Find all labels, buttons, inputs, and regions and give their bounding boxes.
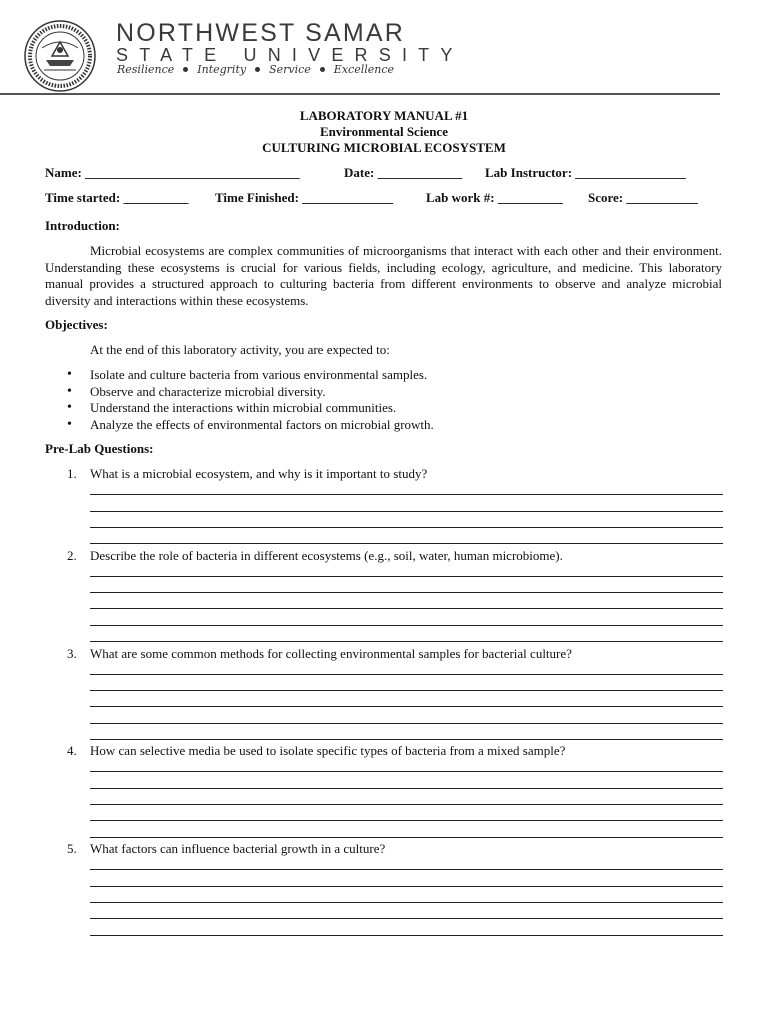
title-line-1: LABORATORY MANUAL #1 xyxy=(299,108,469,123)
question-4 xyxy=(67,743,565,759)
question-number: 3. xyxy=(67,646,77,661)
answer-line[interactable] xyxy=(90,576,723,577)
answer-line[interactable] xyxy=(90,739,723,740)
objectives-list xyxy=(45,367,434,433)
list-item: • Analyze the effects of environmental factors on microbial growth. xyxy=(45,417,434,434)
list-item: • Understand the interactions within microbial communities. xyxy=(45,400,434,417)
answer-line[interactable] xyxy=(90,706,723,707)
motto-word: Service xyxy=(269,63,311,76)
answer-line[interactable] xyxy=(90,935,723,936)
motto-word: Integrity xyxy=(197,63,247,76)
answer-line[interactable] xyxy=(90,674,723,675)
introduction-paragraph: Microbial ecosystems are complex communities of microorganisms that interact with each other and their environment. Understanding these ecosystems is crucial for various fields, including ecology, agriculture, and medicine. This laboratory manual provides a structured approach to culturing bacteria from different environments to observe and analyze microbial diversity and interactions within these ecosystems. xyxy=(45,243,722,308)
answer-line[interactable] xyxy=(90,837,723,838)
answer-line[interactable] xyxy=(90,543,723,544)
name-field[interactable]: Name: _________________________________ xyxy=(45,165,300,180)
prelab-heading: Pre-Lab Questions: xyxy=(45,441,154,456)
question-number: 1. xyxy=(67,466,77,481)
question-number: 5. xyxy=(67,841,77,856)
lab-work-field[interactable]: Lab work #: __________ xyxy=(426,190,563,205)
list-item: • Isolate and culture bacteria from various environmental samples. xyxy=(45,367,434,384)
answer-line[interactable] xyxy=(90,902,723,903)
question-3 xyxy=(67,646,572,662)
answer-line[interactable] xyxy=(90,608,723,609)
question-text: What are some common methods for collecting environmental samples for bacterial culture? xyxy=(90,646,572,661)
answer-line[interactable] xyxy=(90,771,723,772)
university-seal-logo xyxy=(24,20,96,92)
bullet-dot-icon xyxy=(255,67,260,72)
answer-line[interactable] xyxy=(90,788,723,789)
university-subtitle: STATE UNIVERSITY xyxy=(116,45,464,65)
lab-instructor-field[interactable]: Lab Instructor: _________________ xyxy=(485,165,686,180)
bullet-dot-icon xyxy=(320,67,325,72)
answer-line[interactable] xyxy=(90,494,723,495)
question-1 xyxy=(67,466,427,482)
introduction-heading: Introduction: xyxy=(45,218,120,233)
question-text: What factors can influence bacterial growth in a culture? xyxy=(90,841,386,856)
answer-line[interactable] xyxy=(90,886,723,887)
objectives-lead: At the end of this laboratory activity, you are expected to: xyxy=(90,342,390,357)
answer-line[interactable] xyxy=(90,804,723,805)
time-started-field[interactable]: Time started: __________ xyxy=(45,190,189,205)
question-text: What is a microbial ecosystem, and why is it important to study? xyxy=(90,466,428,481)
question-text: Describe the role of bacteria in different ecosystems (e.g., soil, water, human microbiome). xyxy=(90,548,563,563)
page-header xyxy=(0,0,768,100)
answer-line[interactable] xyxy=(90,592,723,593)
header-divider xyxy=(0,93,720,95)
score-field[interactable]: Score: ___________ xyxy=(588,190,698,205)
answer-line[interactable] xyxy=(90,625,723,626)
answer-line[interactable] xyxy=(90,527,723,528)
list-item: • Observe and characterize microbial diversity. xyxy=(45,384,434,401)
answer-line[interactable] xyxy=(90,869,723,870)
objectives-heading: Objectives: xyxy=(45,317,108,332)
motto-word: Excellence xyxy=(333,63,395,76)
answer-line[interactable] xyxy=(90,641,723,642)
question-5 xyxy=(67,841,385,857)
answer-line[interactable] xyxy=(90,820,723,821)
title-line-2: Environmental Science xyxy=(320,124,448,139)
date-field[interactable]: Date: _____________ xyxy=(344,165,463,180)
bullet-dot-icon xyxy=(183,67,188,72)
question-number: 4. xyxy=(67,743,77,758)
motto-word: Resilience xyxy=(117,63,175,76)
answer-line[interactable] xyxy=(90,690,723,691)
question-number: 2. xyxy=(67,548,77,563)
university-motto xyxy=(117,63,394,76)
university-name: NORTHWEST SAMAR xyxy=(116,19,406,47)
answer-line[interactable] xyxy=(90,511,723,512)
document-title xyxy=(0,108,768,156)
question-text: How can selective media be used to isolate specific types of bacteria from a mixed sample? xyxy=(90,743,566,758)
answer-line[interactable] xyxy=(90,723,723,724)
answer-line[interactable] xyxy=(90,918,723,919)
question-2 xyxy=(67,548,563,564)
title-line-3: CULTURING MICROBIAL ECOSYSTEM xyxy=(262,140,506,155)
time-finished-field[interactable]: Time Finished: ______________ xyxy=(215,190,394,205)
